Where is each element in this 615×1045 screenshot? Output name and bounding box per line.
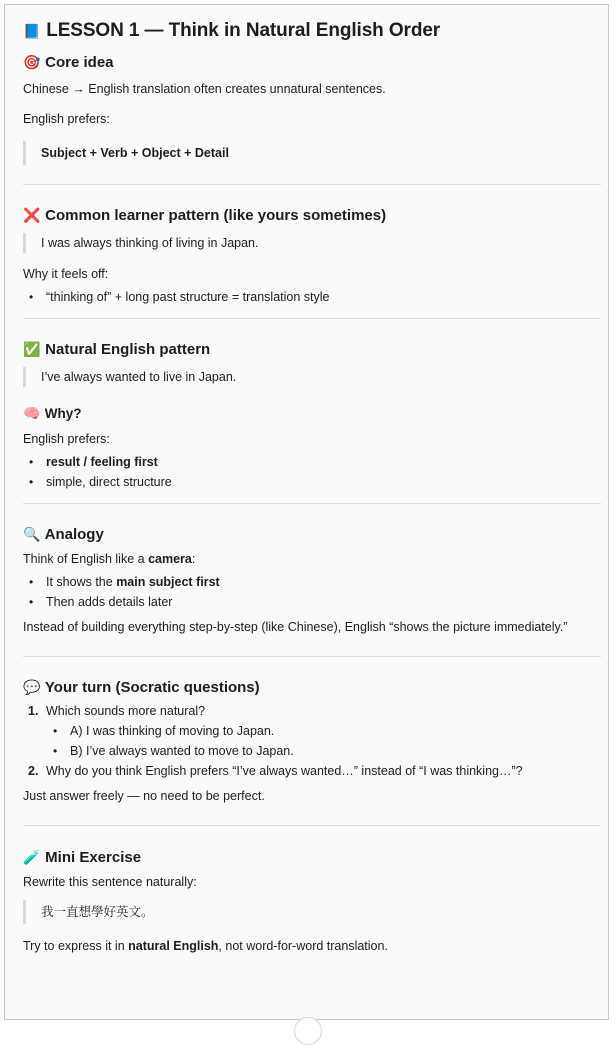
why-list: [23, 452, 601, 492]
exercise-outro-tail: , not word-for-word translation.: [218, 939, 388, 953]
exercise-outro-text: Try to express it in: [23, 939, 129, 953]
analogy-intro: [23, 549, 601, 569]
scroll-down-button[interactable]: [294, 1017, 322, 1045]
common-pattern-heading-text: Common learner pattern (like yours sometimes): [45, 207, 387, 224]
analogy-intro-bold: camera: [148, 552, 192, 566]
list-item-text: It shows the: [46, 575, 117, 589]
exercise-outro: [23, 936, 601, 956]
natural-pattern-heading-text: Natural English pattern: [45, 341, 211, 358]
core-idea-heading: [23, 51, 601, 74]
analogy-heading-text: Analogy: [44, 526, 104, 543]
divider: [23, 184, 601, 185]
analogy-intro-text: Think of English like a: [23, 552, 149, 566]
list-item-text: result / feeling first: [46, 455, 158, 469]
natural-pattern-quote: [23, 367, 601, 387]
exercise-sentence: 我一直想學好英文。: [41, 904, 154, 919]
question-options: [23, 721, 601, 761]
common-pattern-quote: [23, 233, 601, 253]
core-idea-line1: Chinese → English translation often creates unnatural sentences.: [23, 82, 386, 96]
lesson-title-text: LESSON 1 — Think in Natural English Order: [46, 20, 441, 41]
question-number: 2.: [28, 764, 39, 778]
mini-exercise-heading: [23, 846, 601, 869]
core-idea-quote: [23, 141, 601, 165]
why-intro: English prefers:: [23, 432, 110, 446]
brain-icon: 🧠: [23, 405, 41, 421]
natural-pattern-quote-text: I’ve always wanted to live in Japan.: [41, 370, 237, 384]
questions-list: [23, 701, 601, 781]
mini-exercise-heading-text: Mini Exercise: [45, 849, 142, 866]
list-item: [23, 572, 601, 592]
test-tube-icon: 🧪: [23, 849, 41, 865]
cross-mark-icon: ❌: [23, 207, 41, 223]
question-text: Which sounds more natural?: [46, 704, 206, 718]
your-turn-heading: [23, 676, 601, 699]
core-idea-heading-text: Core idea: [45, 54, 114, 71]
speech-bubble-icon: 💬: [23, 679, 41, 695]
exercise-intro: Rewrite this sentence naturally:: [23, 875, 197, 889]
why-feels-off-label: Why it feels off:: [23, 267, 109, 281]
option-item: • A) I was thinking of moving to Japan.: [23, 721, 601, 741]
list-item: [23, 452, 601, 472]
question-item: [23, 761, 601, 781]
natural-pattern-heading: [23, 338, 601, 361]
formula-text: Subject + Verb + Object + Detail: [41, 146, 229, 160]
why-feels-off-list: [23, 287, 601, 307]
your-turn-heading-text: Your turn (Socratic questions): [44, 679, 260, 696]
list-item-bold: main subject first: [116, 575, 220, 589]
analogy-list: [23, 572, 601, 612]
list-item: • Then adds details later: [23, 592, 601, 612]
analogy-heading: [23, 523, 601, 546]
exercise-quote: [23, 900, 601, 924]
analogy-outro: Instead of building everything step-by-step (like Chinese), English “shows the picture immediately.”: [23, 620, 568, 634]
divider: [23, 503, 601, 504]
why-heading-text: Why?: [44, 406, 82, 421]
option-item: • B) I’ve always wanted to move to Japan.: [23, 741, 601, 761]
book-icon: 📘: [23, 23, 41, 39]
why-heading: [23, 403, 601, 424]
common-pattern-quote-text: I was always thinking of living in Japan.: [41, 236, 259, 250]
divider: [23, 318, 601, 319]
document-frame: [4, 4, 609, 1020]
question-number: 1.: [28, 704, 39, 718]
divider: [23, 825, 601, 826]
analogy-intro-colon: :: [191, 552, 196, 566]
exercise-outro-bold: natural English: [128, 939, 219, 953]
list-item: • “thinking of” + long past structure = translation style: [23, 287, 601, 307]
lesson-content: [23, 15, 601, 956]
check-mark-icon: ✅: [23, 341, 41, 357]
question-text: Why do you think English prefers “I’ve always wanted…” instead of “I was thinking…”?: [46, 764, 523, 778]
target-icon: 🎯: [23, 54, 41, 70]
lesson-title: [23, 17, 601, 45]
magnifier-icon: 🔍: [23, 526, 41, 542]
question-item: [23, 701, 601, 721]
divider: [23, 656, 601, 657]
your-turn-outro: Just answer freely — no need to be perfect.: [23, 789, 265, 803]
list-item: • simple, direct structure: [23, 472, 601, 492]
core-idea-line2: English prefers:: [23, 112, 110, 126]
common-pattern-heading: [23, 204, 601, 227]
